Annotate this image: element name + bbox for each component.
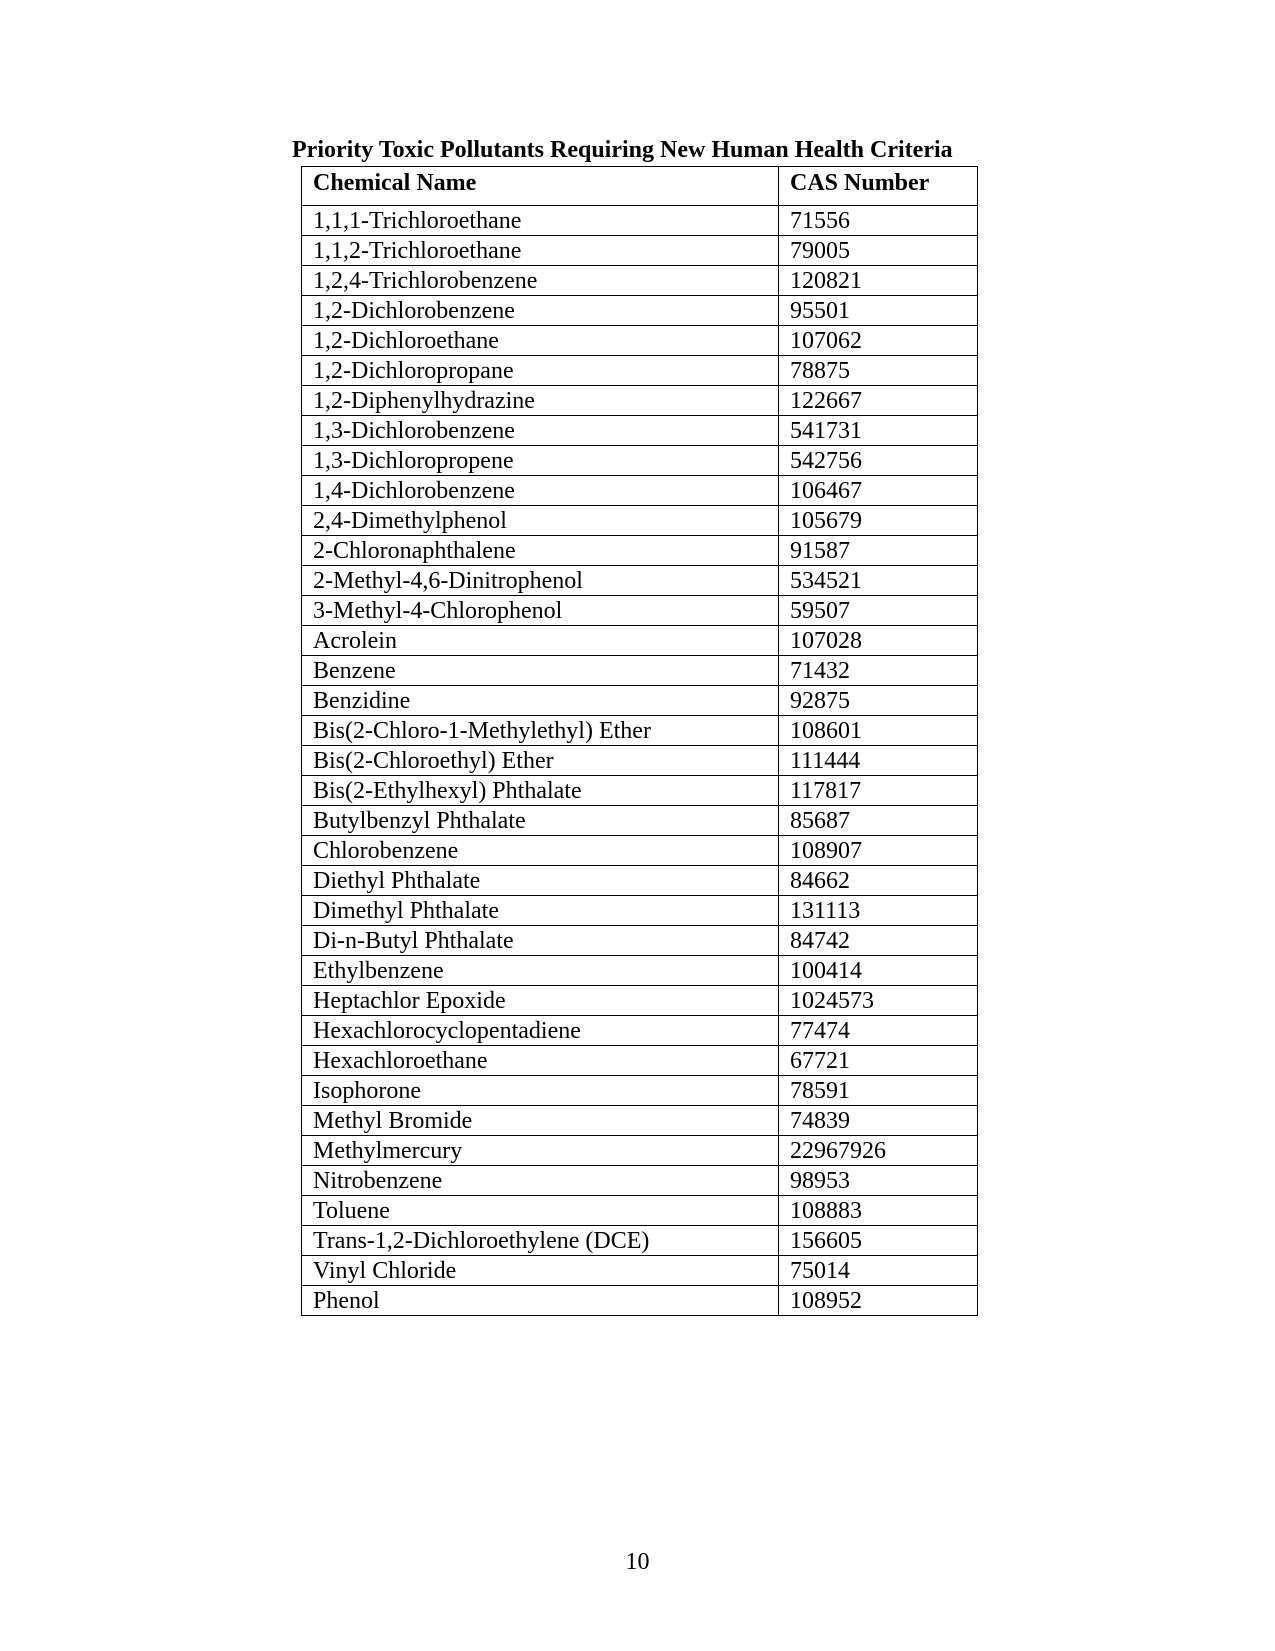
- cas-number-cell: 108601: [779, 716, 978, 746]
- table-row: [302, 986, 978, 1016]
- chemical-name-cell: Diethyl Phthalate: [302, 866, 779, 896]
- chemical-name-cell: 2-Methyl-4,6-Dinitrophenol: [302, 566, 779, 596]
- cas-number-cell: 22967926: [779, 1136, 978, 1166]
- cas-number-cell: 1024573: [779, 986, 978, 1016]
- chemical-name-cell: Bis(2-Chloro-1-Methylethyl) Ether: [302, 716, 779, 746]
- chemical-name-cell: Heptachlor Epoxide: [302, 986, 779, 1016]
- chemical-name-cell: Hexachloroethane: [302, 1046, 779, 1076]
- cas-number-cell: 120821: [779, 266, 978, 296]
- chemical-name-cell: 1,2-Dichloroethane: [302, 326, 779, 356]
- column-header-cas-number: CAS Number: [779, 167, 978, 206]
- pollutants-table: [301, 166, 978, 1316]
- table-row: [302, 1256, 978, 1286]
- chemical-name-cell: 1,2,4-Trichlorobenzene: [302, 266, 779, 296]
- chemical-name-cell: Dimethyl Phthalate: [302, 896, 779, 926]
- table-row: [302, 746, 978, 776]
- cas-number-cell: 71432: [779, 656, 978, 686]
- table-row: [302, 446, 978, 476]
- cas-number-cell: 92875: [779, 686, 978, 716]
- table-row: [302, 1046, 978, 1076]
- cas-number-cell: 75014: [779, 1256, 978, 1286]
- table-row: [302, 386, 978, 416]
- table-row: [302, 236, 978, 266]
- table-row: [302, 896, 978, 926]
- cas-number-cell: 85687: [779, 806, 978, 836]
- table-row: [302, 596, 978, 626]
- cas-number-cell: 156605: [779, 1226, 978, 1256]
- table-row: [302, 566, 978, 596]
- table-row: [302, 1286, 978, 1316]
- cas-number-cell: 71556: [779, 206, 978, 236]
- cas-number-cell: 78591: [779, 1076, 978, 1106]
- chemical-name-cell: 1,3-Dichlorobenzene: [302, 416, 779, 446]
- cas-number-cell: 108907: [779, 836, 978, 866]
- table-row: [302, 1106, 978, 1136]
- cas-number-cell: 534521: [779, 566, 978, 596]
- chemical-name-cell: Trans-1,2-Dichloroethylene (DCE): [302, 1226, 779, 1256]
- chemical-name-cell: 1,2-Diphenylhydrazine: [302, 386, 779, 416]
- chemical-name-cell: Nitrobenzene: [302, 1166, 779, 1196]
- cas-number-cell: 59507: [779, 596, 978, 626]
- table-row: [302, 926, 978, 956]
- table-row: [302, 686, 978, 716]
- cas-number-cell: 98953: [779, 1166, 978, 1196]
- chemical-name-cell: 1,1,2-Trichloroethane: [302, 236, 779, 266]
- table-row: [302, 416, 978, 446]
- table-row: [302, 626, 978, 656]
- cas-number-cell: 117817: [779, 776, 978, 806]
- page-number: 10: [625, 1549, 650, 1575]
- chemical-name-cell: 2,4-Dimethylphenol: [302, 506, 779, 536]
- chemical-name-cell: Butylbenzyl Phthalate: [302, 806, 779, 836]
- table-row: [302, 536, 978, 566]
- table-row: [302, 1016, 978, 1046]
- cas-number-cell: 108952: [779, 1286, 978, 1316]
- cas-number-cell: 108883: [779, 1196, 978, 1226]
- table-row: [302, 476, 978, 506]
- chemical-name-cell: Vinyl Chloride: [302, 1256, 779, 1286]
- table-row: [302, 1136, 978, 1166]
- cas-number-cell: 541731: [779, 416, 978, 446]
- chemical-name-cell: 1,2-Dichlorobenzene: [302, 296, 779, 326]
- table-body: [302, 206, 978, 1316]
- cas-number-cell: 91587: [779, 536, 978, 566]
- chemical-name-cell: 3-Methyl-4-Chlorophenol: [302, 596, 779, 626]
- cas-number-cell: 542756: [779, 446, 978, 476]
- chemical-name-cell: Methylmercury: [302, 1136, 779, 1166]
- table-row: [302, 806, 978, 836]
- table-row: [302, 1226, 978, 1256]
- table-title: Priority Toxic Pollutants Requiring New Human Health Criteria: [292, 137, 953, 163]
- chemical-name-cell: Isophorone: [302, 1076, 779, 1106]
- cas-number-cell: 95501: [779, 296, 978, 326]
- chemical-name-cell: 1,3-Dichloropropene: [302, 446, 779, 476]
- chemical-name-cell: Ethylbenzene: [302, 956, 779, 986]
- chemical-name-cell: Toluene: [302, 1196, 779, 1226]
- table-row: [302, 266, 978, 296]
- table-row: [302, 1196, 978, 1226]
- cas-number-cell: 131113: [779, 896, 978, 926]
- table-row: [302, 356, 978, 386]
- chemical-name-cell: 1,2-Dichloropropane: [302, 356, 779, 386]
- table-row: [302, 716, 978, 746]
- table-row: [302, 656, 978, 686]
- chemical-name-cell: Benzidine: [302, 686, 779, 716]
- cas-number-cell: 84742: [779, 926, 978, 956]
- table-row: [302, 866, 978, 896]
- chemical-name-cell: Hexachlorocyclopentadiene: [302, 1016, 779, 1046]
- table-row: [302, 506, 978, 536]
- table-row: [302, 1166, 978, 1196]
- chemical-name-cell: Phenol: [302, 1286, 779, 1316]
- table-header-row: [302, 167, 978, 206]
- chemical-name-cell: 1,1,1-Trichloroethane: [302, 206, 779, 236]
- cas-number-cell: 111444: [779, 746, 978, 776]
- chemical-name-cell: 2-Chloronaphthalene: [302, 536, 779, 566]
- chemical-name-cell: Chlorobenzene: [302, 836, 779, 866]
- chemical-name-cell: 1,4-Dichlorobenzene: [302, 476, 779, 506]
- chemical-name-cell: Acrolein: [302, 626, 779, 656]
- cas-number-cell: 106467: [779, 476, 978, 506]
- table-row: [302, 296, 978, 326]
- cas-number-cell: 74839: [779, 1106, 978, 1136]
- cas-number-cell: 105679: [779, 506, 978, 536]
- table-row: [302, 326, 978, 356]
- cas-number-cell: 67721: [779, 1046, 978, 1076]
- table-row: [302, 836, 978, 866]
- column-header-chemical-name: Chemical Name: [302, 167, 779, 206]
- chemical-name-cell: Methyl Bromide: [302, 1106, 779, 1136]
- cas-number-cell: 84662: [779, 866, 978, 896]
- chemical-name-cell: Bis(2-Chloroethyl) Ether: [302, 746, 779, 776]
- cas-number-cell: 78875: [779, 356, 978, 386]
- table-row: [302, 206, 978, 236]
- cas-number-cell: 77474: [779, 1016, 978, 1046]
- cas-number-cell: 122667: [779, 386, 978, 416]
- cas-number-cell: 100414: [779, 956, 978, 986]
- cas-number-cell: 107062: [779, 326, 978, 356]
- chemical-name-cell: Di-n-Butyl Phthalate: [302, 926, 779, 956]
- table-row: [302, 956, 978, 986]
- table-row: [302, 1076, 978, 1106]
- table-row: [302, 776, 978, 806]
- chemical-name-cell: Bis(2-Ethylhexyl) Phthalate: [302, 776, 779, 806]
- chemical-name-cell: Benzene: [302, 656, 779, 686]
- cas-number-cell: 79005: [779, 236, 978, 266]
- cas-number-cell: 107028: [779, 626, 978, 656]
